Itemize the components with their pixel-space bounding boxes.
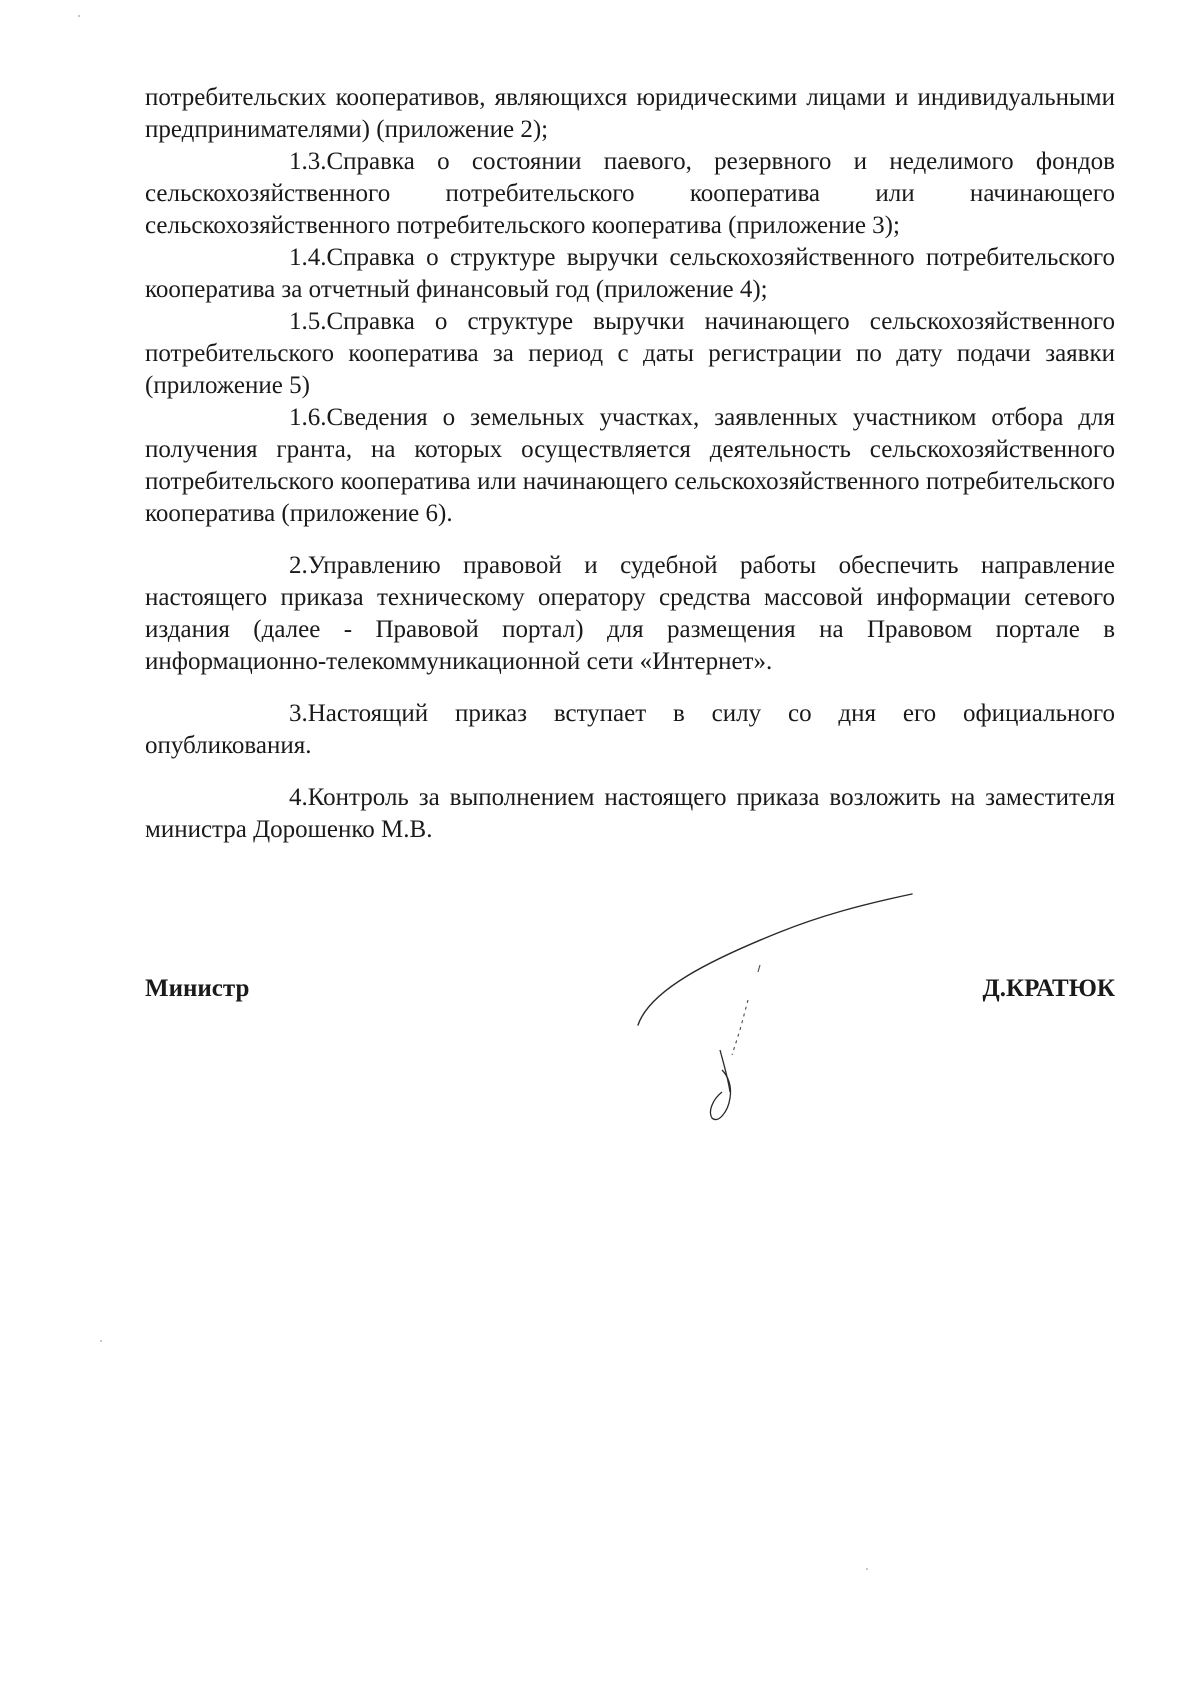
point-text: Управлению правовой и судебной работы обеспечить направление настоящего приказа техническому оператору средства массовой информации сетевого издания (далее - Правовой портал) для размещения на Правовом портале в информационно-телекоммуникационной сети «Интернет». — [145, 552, 1115, 675]
point-number: 3. — [289, 700, 308, 727]
signatory-name: Д.КРАТЮК — [982, 975, 1115, 1002]
item-text: Справка о структуре выручки сельскохозяйственного потребительского кооператива за отчетный финансовый год (приложение 4); — [145, 244, 1115, 303]
point-number: 2. — [289, 552, 308, 579]
signature-row — [145, 975, 1115, 1015]
point-3 — [145, 698, 1115, 762]
item-1-6 — [145, 402, 1115, 530]
spacer — [145, 678, 1115, 698]
item-number: 1.4. — [289, 244, 327, 271]
item-number: 1.3. — [289, 148, 327, 175]
scan-speck — [78, 15, 80, 17]
item-text: Сведения о земельных участках, заявленных участником отбора для получения гранта, на которых осуществляется деятельность сельскохозяйственного потребительского кооператива или начинающего сельскохозяйственного потребительского кооператива (приложение 6). — [145, 404, 1115, 527]
item-text: Справка о состоянии паевого, резервного и неделимого фондов сельскохозяйственного потребительского кооператива или начинающего сельскохозяйственного потребительского кооператива (приложение 3); — [145, 148, 1115, 239]
point-text: Контроль за выполнением настоящего приказа возложить на заместителя министра Дорошенко М.В. — [145, 784, 1115, 843]
item-1-5 — [145, 306, 1115, 402]
scan-speck — [100, 1340, 102, 1342]
item-number: 1.6. — [289, 404, 327, 431]
point-number: 4. — [289, 784, 308, 811]
scan-speck — [866, 1568, 868, 1570]
position-title: Министр — [145, 975, 250, 1002]
item-1-4 — [145, 242, 1115, 306]
point-4 — [145, 782, 1115, 846]
point-text: Настоящий приказ вступает в силу со дня его официального опубликования. — [145, 700, 1115, 759]
spacer — [145, 530, 1115, 550]
document-body — [145, 82, 1115, 846]
item-text: Справка о структуре выручки начинающего сельскохозяйственного потребительского кооператива за период с даты регистрации по дату подачи заявки (приложение 5) — [145, 308, 1115, 399]
point-2 — [145, 550, 1115, 678]
spacer — [145, 762, 1115, 782]
continuation-paragraph: потребительских кооперативов, являющихся юридическими лицами и индивидуальными предпринимателями) (приложение 2); — [145, 84, 1115, 143]
item-1-3 — [145, 146, 1115, 242]
item-number: 1.5. — [289, 308, 327, 335]
